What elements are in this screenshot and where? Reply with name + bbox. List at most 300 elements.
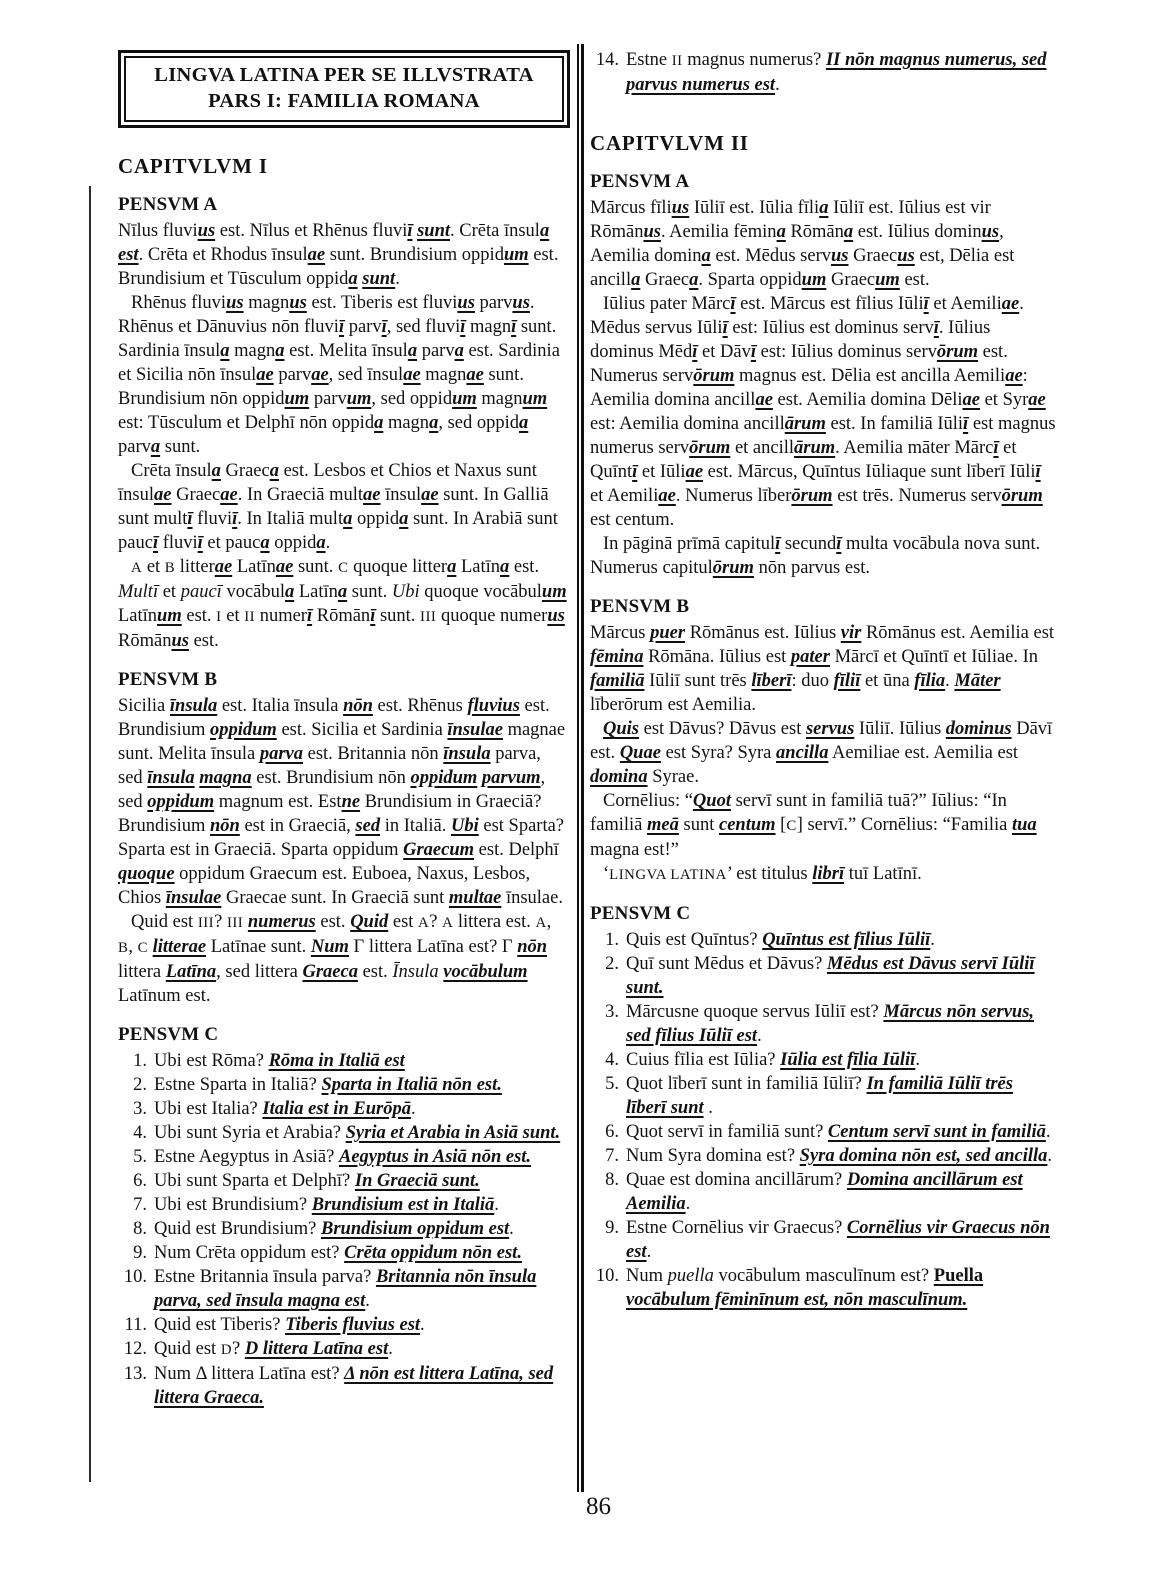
exercise-item [118,1097,570,1121]
text-run: Syrae. [647,767,699,787]
text-run: vocābulum masculīnum est? [713,1266,934,1286]
text-run: Latīnae sunt. [206,937,311,957]
answer-text: Graecum [403,840,475,860]
answer-text: a [689,270,699,290]
answer-text: a [399,509,409,529]
paragraph [590,532,1056,580]
item-number: 4. [133,1123,147,1143]
text-run: est. Sardinia et Sicilia nōn īnsul [118,341,560,385]
answer-text: a [776,222,786,242]
text-run: Quī sunt Mēdus et Dāvus? [626,954,827,974]
answer-text: a [275,341,285,361]
text-run: est Sparta? Sparta est in Graeciā. Sparta oppidum [118,816,565,860]
answer-text: a [429,413,439,433]
item-number: 7. [133,1195,147,1215]
text-run: quoque numer [436,606,548,626]
answer-text: us [171,631,189,651]
text-run: est trēs. Numerus serv [832,486,1002,506]
text-run: . [1047,1146,1053,1166]
text-run: et pauc [202,533,261,553]
answer-text: ī [407,221,413,241]
answer-text: pater [790,647,830,667]
answer-text: Brundisium est in Italiā [311,1195,495,1215]
answer-text: a [316,533,326,553]
text-run: . [685,1194,691,1214]
answer-text: vocābulum [443,962,528,982]
text-run: est. Nīlus et Rhēnus fluvi [215,221,408,241]
answer-text: ī [963,414,969,434]
text-run: Quid est Brundisium? [154,1219,322,1239]
text-run: et Iūli [637,462,686,482]
answer-text: īnsulae [165,888,222,908]
text-run: . [509,1219,514,1239]
answer-text: Quīntus est fīlius Iūliī [762,930,931,950]
answer-text: quoque [118,864,175,884]
text-run: [ [775,815,787,835]
answer-text: ae [311,365,329,385]
answer-text: sed [355,816,381,836]
paragraph [590,717,1056,789]
text-run: Latīnum est. [118,986,211,1006]
text-run: est in Graeciā, [239,816,356,836]
answer-text: ōrum [936,342,979,362]
answer-text: est [118,245,139,265]
text-run: II [671,53,683,69]
text-run: litter [175,557,215,577]
text-run: et [221,606,245,626]
answer-text: a [454,341,464,361]
answer-text: oppidum [210,720,277,740]
item-text [626,1120,1056,1144]
answer-text: Δ nōn est littera Latīna, sed littera Graeca. [154,1364,554,1408]
answer-text: a [374,413,384,433]
answer-text: ae [214,557,233,577]
text-run: Mārcī et Quīntī et Iūliae. In [829,647,1039,667]
item-number: 9. [605,1218,619,1238]
exercise-item [118,1073,570,1097]
text-run: magn [476,389,523,409]
text-run: nōn parvus est. [753,558,871,578]
exercise-item [590,1264,1056,1312]
text-run: , sed īnsul [328,365,404,385]
answer-text: dominus [945,719,1012,739]
item-number: 6. [133,1171,147,1191]
exercise-item [118,1121,570,1145]
answer-text: ae [1001,294,1020,314]
item-text [626,1072,1056,1120]
text-run: est. [357,962,393,982]
text-run: A [418,915,430,931]
text-run: Quid est [154,1339,221,1359]
answer-text: Māter [954,671,1001,691]
left-column [118,50,570,1410]
answer-text: nōn [343,696,373,716]
text-run: est. Britannia nōn [303,744,444,764]
answer-text: a [337,582,348,602]
text-run: Rōmān [312,606,371,626]
text-run: et ūna [860,671,915,691]
answer-text: Syra domina nōn est, sed ancilla [799,1146,1048,1166]
answer-text: ī [933,318,939,338]
text-run: magn [465,317,512,337]
text-run: . [365,1291,370,1311]
text-run: A [535,915,547,931]
answer-text: īnsula [147,768,195,788]
text-run: , sed [118,768,546,812]
text-run: Γ littera Latīna est? Γ [348,937,518,957]
column-divider-rule [577,44,586,1492]
answer-text: numerus [247,912,316,932]
text-run: Estne Sparta in Italiā? [154,1075,322,1095]
text-run: est. Lesbos et Chios et Naxus sunt īnsul [118,461,537,505]
text-run: est. Aemilia domina Dēli [772,390,963,410]
answer-text: ōrum [689,438,731,458]
chapter-1-pensum-a-heading: PENSVM A [118,194,218,215]
text-run: est. Iūlius domin [853,222,982,242]
paragraph [118,910,570,1008]
answer-text: Quot [692,791,731,811]
text-run: Estne Cornēlius vir Graecus? [626,1218,847,1238]
text-run: , Aemilia domin [590,222,1004,266]
answer-text: magna [199,768,252,788]
item-text [626,1216,1056,1264]
text-run: numer [255,606,307,626]
answer-text: ī [338,317,345,337]
text-run: ? [214,912,227,932]
text-run: Rōmān [118,631,172,651]
answer-text: vocābulum fēminīnum est, nōn masculīnum. [626,1290,968,1310]
exercise-item [118,1217,570,1241]
text-run: et Syr [979,390,1029,410]
paragraph [590,789,1056,862]
text-run: III [197,915,215,931]
answer-text: ī [381,317,387,337]
answer-text: parva [259,744,303,764]
text-run: est. Tiberis est fluvi [306,293,458,313]
answer-text: ī [722,318,728,338]
text-run: Mārcusne quoque servus Iūliī est? [626,1002,884,1022]
paragraph [590,292,1056,532]
text-run: est. Italia īnsula [217,696,344,716]
text-run: D [220,1342,232,1358]
answer-text: ae [220,485,238,505]
text-run: Ubi sunt Sparta et Delphī? [154,1171,355,1191]
text-run: . [703,1098,713,1118]
answer-text: servus [805,719,855,739]
paragraph [118,555,570,653]
item-text [154,1313,570,1337]
answer-text: ne [341,792,361,812]
page-number: 86 [586,1493,611,1520]
answer-text: litterae [152,937,207,957]
text-run: Latīn [294,582,338,602]
text-run: Estne [626,50,672,70]
exercise-item [118,1241,570,1265]
text-run: Graecae sunt. In Graeciā sunt [221,888,449,908]
text-run: et Quīnt [590,438,1017,482]
text-run: parva, sed [118,744,541,788]
text-run: . [775,75,780,95]
text-run: magnus numerus? [682,50,826,70]
text-run: sunt. [375,606,421,626]
chapter-2-pensum-c-heading: PENSVM C [590,903,691,924]
text-run: est. Delphī [474,840,559,860]
item-number: 10. [123,1267,147,1287]
book-title-line2: PARS I: FAMILIA ROMANA [208,90,480,112]
text-run: C [137,940,148,956]
answer-text: Quid [350,912,389,932]
answer-text: fēmina [590,647,644,667]
answer-text: a [220,341,230,361]
answer-text: a [843,222,854,242]
chapter-2-pensum-b-paragraphs [590,621,1056,887]
text-run: est. Brundisium [118,696,550,740]
text-run: . [1045,1122,1051,1142]
text-run: ? [429,912,443,932]
answer-text: um [875,270,900,290]
answer-text: a [348,269,358,289]
text-run: Dāvī est. [590,719,1053,763]
paragraph [118,459,570,555]
text-run: , sed fluvi [386,317,461,337]
answer-text: a [819,198,829,218]
answer-text: nōn [517,937,548,957]
exercise-item [118,1049,570,1073]
answer-text: Aegyptus in Asiā nōn est. [338,1147,532,1167]
answer-text: domina [590,767,648,787]
text-run: magnus est. Dēlia est ancilla Aemili [734,366,1006,386]
answer-text: a [500,557,510,577]
text-run: fluvi [192,509,233,529]
item-number: 14. [595,50,619,70]
answer-text: ae [1028,390,1046,410]
answer-text: parvum [481,768,541,788]
text-run: sunt. Brundisium oppid [325,245,504,265]
text-run: Mārcus fīli [590,198,672,218]
answer-text: a [519,413,529,433]
answer-text: centum [718,815,776,835]
text-run: Multī [118,582,159,602]
exercise-item [590,928,1056,952]
item-number: 5. [605,1074,619,1094]
text-run: vocābul [221,582,285,602]
text-run: magna est!” [590,840,679,860]
text-run: III [226,915,244,931]
answer-text: Iūlia est fīlia Iūliī [780,1050,916,1070]
text-run: Graec [826,270,876,290]
text-run: Latīn [456,557,501,577]
text-run: Estne Britannia īnsula parva? [154,1267,376,1287]
item-number: 6. [605,1122,619,1142]
text-run: . In Graeciā mult [237,485,364,505]
item-text [154,1169,570,1193]
answer-text: a [150,437,161,457]
text-run: Brundisium in Graeciā? Brundisium [118,792,542,836]
exercise-item [118,1362,570,1410]
answer-text: ī [632,462,638,482]
paragraph [118,694,570,910]
text-run: est Syra? Syra [660,743,777,763]
text-run: in Italiā. [380,816,451,836]
exercise-item [118,1265,570,1313]
text-run: B [118,940,129,956]
text-run: Graec [640,270,690,290]
text-run: Num Syra domina est? [626,1146,800,1166]
text-run: Nīlus fluvi [118,221,198,241]
text-run: puella [667,1266,714,1286]
text-run: Rōmān [785,222,844,242]
item-text [626,1000,1056,1048]
answer-text: ae [1005,366,1023,386]
text-run: ? [232,1339,245,1359]
text-run: . [494,1195,499,1215]
text-run: est. [315,912,351,932]
text-run: . [395,269,400,289]
answer-text: ae [256,365,274,385]
text-run: . In Italiā mult [237,509,344,529]
text-run: Quis est Quīntus? [626,930,763,950]
item-text [626,1264,1056,1312]
item-number: 3. [133,1099,147,1119]
text-run: ] servī.” Cornēlius: “Familia [796,815,1012,835]
answer-text: Sparta in Italiā nōn est. [321,1075,502,1095]
answer-text: us [197,221,216,241]
text-run: magn [229,341,276,361]
answer-text: ae [466,365,484,385]
item-number: 8. [133,1219,147,1239]
answer-text: tua [1011,815,1037,835]
answer-text: ae [307,245,326,265]
text-run: est. [181,606,217,626]
answer-text: a [211,461,221,481]
text-run: C [338,560,349,576]
answer-text: In familiā Iūliī trēs līberī sunt [626,1074,1013,1118]
answer-text: us [643,222,661,242]
paragraph [590,862,1056,887]
text-run: multa vocābula nova sunt. Numerus capitul [590,534,1041,578]
text-run: sunt. Brundisium nōn oppid [118,365,524,409]
exercise-item [590,1144,1056,1168]
answer-text: fīliī [833,671,861,691]
text-run: magnae sunt. Melita īnsula [118,720,566,764]
text-run: secund [780,534,837,554]
exercise-item [590,48,1056,97]
text-run: īnsulae. [501,888,563,908]
book-title-box-inner [124,56,564,122]
item-text [154,1217,570,1241]
answer-text: um [157,606,182,626]
text-run: parv [273,365,312,385]
exercise-item [590,1000,1056,1048]
text-run: est. Mārcus, Quīntus Iūliaque sunt līberī Iūli [703,462,1036,482]
chapter-1-pensum-b-heading: PENSVM B [118,669,218,690]
text-run: Ubi sunt Syria et Arabia? [154,1123,346,1143]
text-run: B [164,560,176,576]
chapter-2-pensum-c-items [590,928,1056,1312]
answer-text: ārum [794,438,836,458]
answer-text: Quis [603,719,639,739]
text-run: quoque litter [348,557,448,577]
chapter-1-pensum-a-paragraphs [118,219,570,653]
exercise-item [590,1168,1056,1216]
book-title-line1: LINGVA LATINA PER SE ILLVSTRATA [154,64,534,86]
answer-text: ī [232,509,238,529]
text-run: est. Mēdus serv [710,246,831,266]
answer-text: ōrum [791,486,833,506]
chapter-1-pensum-c-items-continued [590,48,1056,97]
answer-text: ae [363,485,381,505]
item-number: 10. [595,1266,619,1286]
answer-text: Rōma in Italiā est [268,1051,405,1071]
answer-text: a [269,461,279,481]
answer-text: īnsula [443,744,491,764]
text-run: , sed oppid [371,389,453,409]
right-column [590,48,1056,1312]
answer-text: vir [840,623,862,643]
answer-text: oppidum [147,792,215,812]
text-run: : duo [791,671,834,691]
text-run: servī sunt in familiā tuā?” Iūlius: “In familiā [590,791,1007,835]
item-number: 1. [133,1051,147,1071]
text-run: . [757,1026,762,1046]
answer-text: Domina ancillārum est Aemilia [626,1170,1023,1214]
answer-text: ī [836,534,842,554]
answer-text: Britannia nōn īnsula parva, sed īnsula magna est [154,1267,537,1311]
text-run: Graec [171,485,221,505]
exercise-item [590,952,1056,1000]
text-run: , sed oppid [438,413,519,433]
book-title-box [118,50,570,128]
item-number: 12. [123,1339,147,1359]
answer-text: um [284,389,310,409]
answer-text: ae [755,390,773,410]
text-run: paucī [180,582,222,602]
item-text [626,1048,1056,1072]
item-number: 7. [605,1146,619,1166]
answer-text: Syria et Arabia in Asiā sunt. [345,1123,561,1143]
text-run: īnsul [380,485,422,505]
item-number: 2. [605,954,619,974]
text-run: Quot līberī sunt in familiā Iūliī? [626,1074,867,1094]
item-number: 9. [133,1243,147,1263]
answer-text: ī [775,534,781,554]
text-run: I [216,609,222,625]
answer-text: nōn [210,816,240,836]
answer-text: ī [152,533,159,553]
answer-text: ī [750,342,756,362]
answer-text: Mēdus est Dāvus servī Iūliī sunt. [626,954,1035,998]
text-run: est. In familiā Iūli [825,414,964,434]
chapter-2-pensum-a-heading: PENSVM A [590,171,690,192]
text-run: Aemiliae est. Aemilia est [828,743,1019,763]
text-run: ‘ [603,864,610,884]
answer-text: Tiberis fluvius est [285,1315,421,1335]
answer-text: a [631,270,641,290]
answer-text: Cornēlius vir Graecus nōn est [626,1218,1050,1262]
text-run: LINGVA LATINA [609,867,727,883]
text-run: . Aemilia māter Mārc [835,438,994,458]
text-run: est Dāvus? Dāvus est [639,719,806,739]
text-run: Quid est [131,912,198,932]
answer-text: īnsula [169,696,218,716]
text-run: quoque vocābul [419,582,542,602]
text-run: Iūliī sunt trēs [644,671,752,691]
item-text [154,1337,570,1362]
text-run: Īnsula [392,962,439,982]
text-run: A [131,560,143,576]
answer-text: fluvius [467,696,520,716]
answer-text: ancilla [776,743,829,763]
